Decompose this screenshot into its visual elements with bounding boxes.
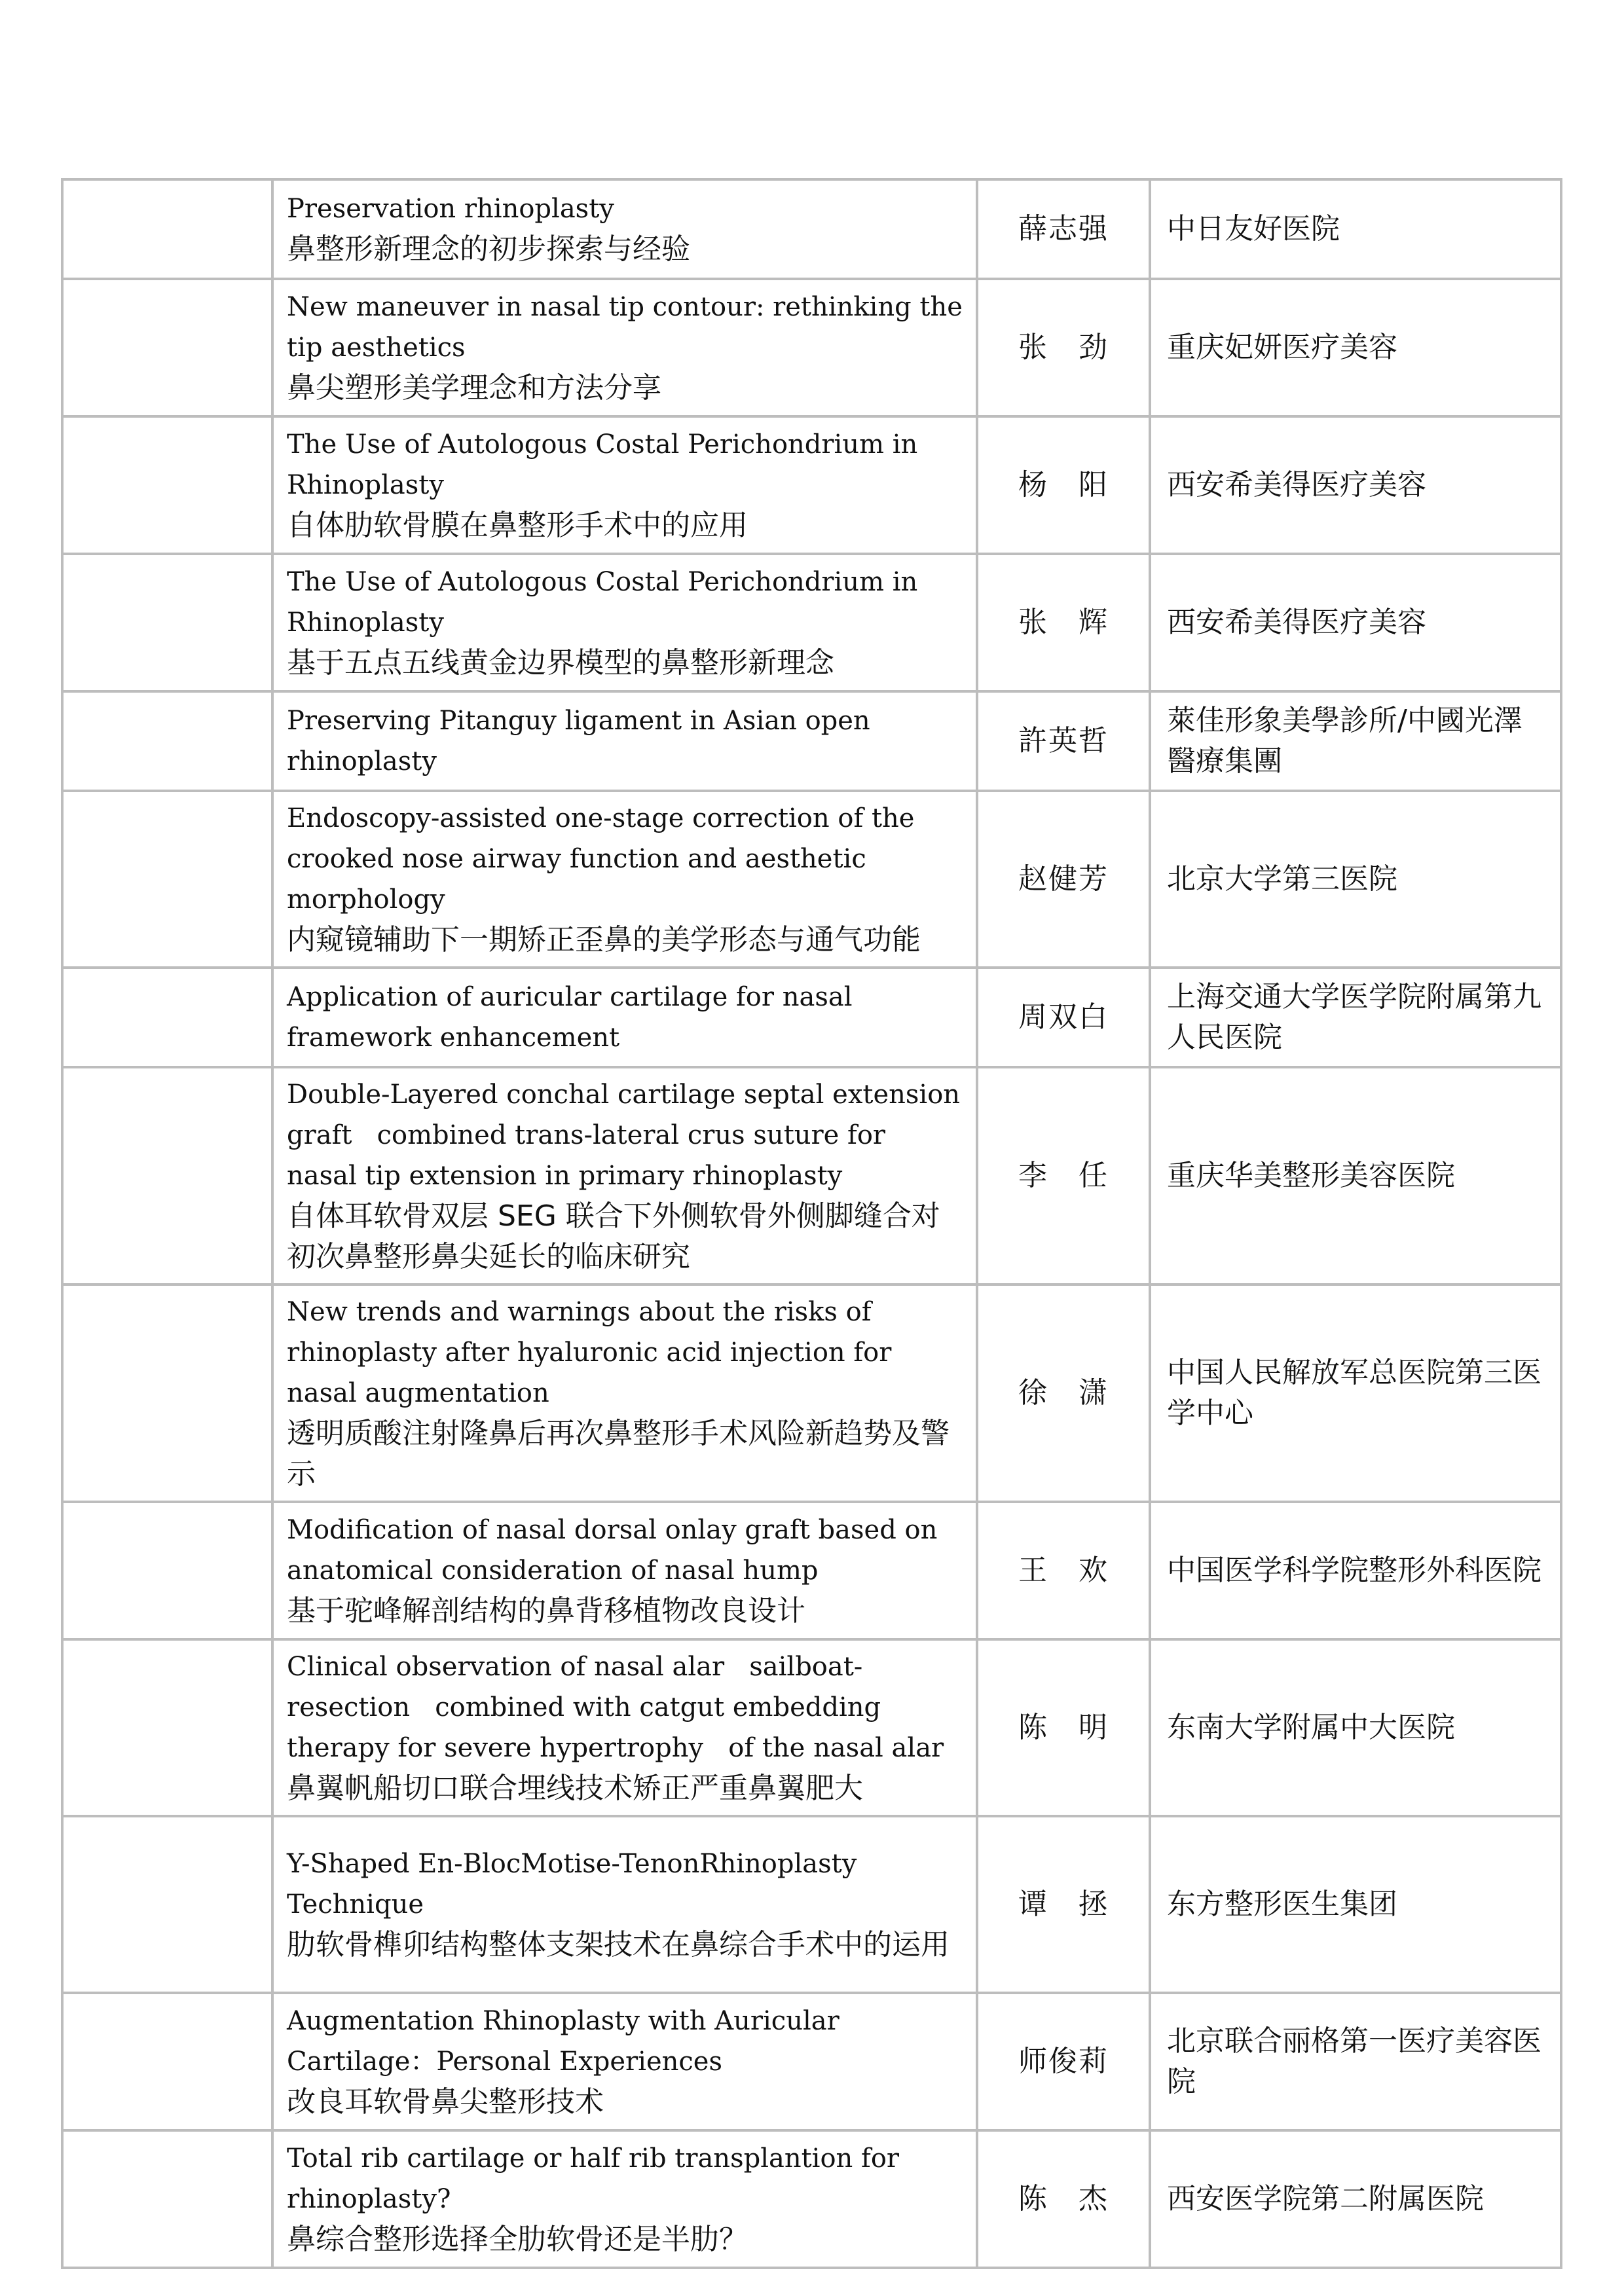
speaker-cell xyxy=(977,691,1150,791)
speaker-cell xyxy=(977,1816,1150,1993)
blank-cell xyxy=(62,1993,272,2130)
topic-cell xyxy=(272,1502,977,1639)
institution-name: 东方整形医生集团 xyxy=(1167,1887,1397,1921)
topic-chinese: 自体肋软骨膜在鼻整形手术中的应用 xyxy=(287,509,748,542)
speaker-cell xyxy=(977,554,1150,691)
topic-chinese: 基于五点五线黄金边界模型的鼻整形新理念 xyxy=(287,646,834,680)
topic-cell xyxy=(272,691,977,791)
topic-cell xyxy=(272,1993,977,2130)
blank-cell xyxy=(62,968,272,1067)
topic-english: New maneuver in nasal tip contour: rethinking the tip aesthetics xyxy=(287,292,971,363)
topic-cell xyxy=(272,968,977,1067)
institution-cell xyxy=(1150,2130,1561,2268)
blank-cell xyxy=(62,2130,272,2268)
topic-cell xyxy=(272,1067,977,1285)
speaker-cell xyxy=(977,1285,1150,1502)
blank-cell xyxy=(62,416,272,554)
table-row xyxy=(62,1993,1561,2130)
institution-cell xyxy=(1150,279,1561,416)
blank-cell xyxy=(62,279,272,416)
topic-cell xyxy=(272,791,977,968)
topic-cell xyxy=(272,279,977,416)
blank-cell xyxy=(62,691,272,791)
topic-english: Application of auricular cartilage for nasal framework enhancement xyxy=(287,982,861,1053)
institution-cell xyxy=(1150,179,1561,279)
topic-english: Total rib cartilage or half rib transplantion for rhinoplasty? xyxy=(287,2143,908,2214)
speaker-cell xyxy=(977,2130,1150,2268)
table-row xyxy=(62,1067,1561,1285)
institution-name: 西安医学院第二附属医院 xyxy=(1167,2182,1484,2215)
institution-name: 重庆华美整形美容医院 xyxy=(1167,1159,1455,1192)
table-row xyxy=(62,416,1561,554)
topic-cell xyxy=(272,1639,977,1816)
institution-cell xyxy=(1150,968,1561,1067)
institution-cell xyxy=(1150,416,1561,554)
institution-name: 上海交通大学医学院附属第九人民医院 xyxy=(1167,980,1541,1054)
program-table-body xyxy=(62,179,1561,2268)
topic-english: Preserving Pitanguy ligament in Asian open rhinoplasty xyxy=(287,706,879,776)
topic-chinese: 基于驼峰解剖结构的鼻背移植物改良设计 xyxy=(287,1594,805,1628)
institution-cell xyxy=(1150,1816,1561,1993)
topic-english: Y-Shaped En-BlocMotise-TenonRhinoplasty Technique xyxy=(287,1849,866,1920)
speaker-cell xyxy=(977,791,1150,968)
table-row xyxy=(62,554,1561,691)
speaker-name: 张 劲 xyxy=(1018,331,1109,364)
speaker-name: 李 任 xyxy=(1018,1159,1109,1192)
speaker-cell xyxy=(977,1067,1150,1285)
blank-cell xyxy=(62,1502,272,1639)
speaker-cell xyxy=(977,1639,1150,1816)
topic-chinese: 透明质酸注射隆鼻后再次鼻整形手术风险新趋势及警示 xyxy=(287,1417,950,1491)
institution-name: 东南大学附属中大医院 xyxy=(1167,1711,1455,1744)
speaker-name: 陈 杰 xyxy=(1018,2182,1109,2215)
table-row xyxy=(62,691,1561,791)
speaker-name: 师俊莉 xyxy=(1018,2045,1109,2078)
table-row xyxy=(62,791,1561,968)
blank-cell xyxy=(62,179,272,279)
institution-name: 西安希美得医疗美容 xyxy=(1167,606,1426,639)
institution-name: 中国人民解放军总医院第三医学中心 xyxy=(1167,1356,1541,1430)
topic-english: Preservation rhinoplasty xyxy=(287,194,614,224)
institution-cell xyxy=(1150,691,1561,791)
institution-name: 中日友好医院 xyxy=(1167,212,1340,246)
topic-english: Double-Layered conchal cartilage septal extension graft combined trans-lateral crus suture for nasal tip extension in primary rhinoplasty xyxy=(287,1080,969,1191)
speaker-name: 徐 潇 xyxy=(1018,1376,1109,1410)
speaker-name: 赵健芳 xyxy=(1018,862,1109,896)
institution-name: 重庆妃妍医疗美容 xyxy=(1167,331,1397,364)
speaker-name: 张 辉 xyxy=(1018,606,1109,639)
institution-cell xyxy=(1150,554,1561,691)
speaker-name: 許英哲 xyxy=(1018,724,1109,757)
topic-chinese: 自体耳软骨双层 SEG 联合下外侧软骨外侧脚缝合对初次鼻整形鼻尖延长的临床研究 xyxy=(287,1199,940,1273)
speaker-cell xyxy=(977,1502,1150,1639)
institution-cell xyxy=(1150,791,1561,968)
blank-cell xyxy=(62,1067,272,1285)
speaker-name: 杨 阳 xyxy=(1018,468,1109,501)
table-row xyxy=(62,968,1561,1067)
table-row xyxy=(62,1285,1561,1502)
table-row xyxy=(62,2130,1561,2268)
table-row xyxy=(62,179,1561,279)
institution-cell xyxy=(1150,1639,1561,1816)
institution-cell xyxy=(1150,1502,1561,1639)
topic-chinese: 鼻尖塑形美学理念和方法分享 xyxy=(287,371,661,405)
topic-chinese: 鼻整形新理念的初步探索与经验 xyxy=(287,232,690,266)
blank-cell xyxy=(62,1285,272,1502)
topic-english: Clinical observation of nasal alar sailboat-resection combined with catgut embedding therapy for severe hypertrophy of the nasal alar xyxy=(287,1652,944,1763)
topic-cell xyxy=(272,2130,977,2268)
speaker-name: 陈 明 xyxy=(1018,1711,1109,1744)
topic-chinese: 鼻翼帆船切口联合埋线技术矫正严重鼻翼肥大 xyxy=(287,1772,863,1805)
institution-name: 北京大学第三医院 xyxy=(1167,862,1397,896)
topic-english: Augmentation Rhinoplasty with Auricular Cartilage：Personal Experiences xyxy=(287,2006,848,2077)
speaker-cell xyxy=(977,179,1150,279)
table-row xyxy=(62,1639,1561,1816)
program-table xyxy=(61,178,1562,2269)
topic-english: The Use of Autologous Costal Perichondrium in Rhinoplasty xyxy=(287,567,926,638)
institution-name: 西安希美得医疗美容 xyxy=(1167,468,1426,501)
topic-cell xyxy=(272,1816,977,1993)
table-row xyxy=(62,1816,1561,1993)
institution-name: 中国医学科学院整形外科医院 xyxy=(1167,1554,1541,1587)
topic-cell xyxy=(272,179,977,279)
institution-cell xyxy=(1150,1067,1561,1285)
blank-cell xyxy=(62,1639,272,1816)
speaker-cell xyxy=(977,1993,1150,2130)
speaker-cell xyxy=(977,279,1150,416)
topic-english: Endoscopy-assisted one-stage correction of the crooked nose airway function and aesthetic morphology xyxy=(287,803,923,915)
topic-chinese: 肋软骨榫卯结构整体支架技术在鼻综合手术中的运用 xyxy=(287,1928,950,1961)
topic-chinese: 内窥镜辅助下一期矫正歪鼻的美学形态与通气功能 xyxy=(287,923,921,957)
speaker-cell xyxy=(977,416,1150,554)
speaker-cell xyxy=(977,968,1150,1067)
blank-cell xyxy=(62,1816,272,1993)
topic-cell xyxy=(272,554,977,691)
institution-cell xyxy=(1150,1285,1561,1502)
institution-name: 萊佳形象美學診所/中國光澤醫療集團 xyxy=(1167,704,1522,778)
speaker-name: 薛志强 xyxy=(1018,212,1109,246)
institution-name: 北京联合丽格第一医疗美容医院 xyxy=(1167,2024,1541,2098)
topic-chinese: 改良耳软骨鼻尖整形技术 xyxy=(287,2085,604,2119)
speaker-name: 周双白 xyxy=(1018,1000,1109,1034)
topic-english: New trends and warnings about the risks of rhinoplasty after hyaluronic acid injection for nasal augmentation xyxy=(287,1297,900,1408)
topic-english: The Use of Autologous Costal Perichondrium in Rhinoplasty xyxy=(287,429,926,500)
topic-cell xyxy=(272,416,977,554)
institution-cell xyxy=(1150,1993,1561,2130)
topic-chinese: 鼻综合整形选择全肋软骨还是半肋？ xyxy=(287,2223,748,2256)
speaker-name: 谭 拯 xyxy=(1018,1887,1109,1921)
speaker-name: 王 欢 xyxy=(1018,1554,1109,1587)
blank-cell xyxy=(62,554,272,691)
topic-cell xyxy=(272,1285,977,1502)
topic-english: Modification of nasal dorsal onlay graft based on anatomical consideration of nasal hump xyxy=(287,1515,946,1586)
table-row xyxy=(62,1502,1561,1639)
blank-cell xyxy=(62,791,272,968)
table-row xyxy=(62,279,1561,416)
